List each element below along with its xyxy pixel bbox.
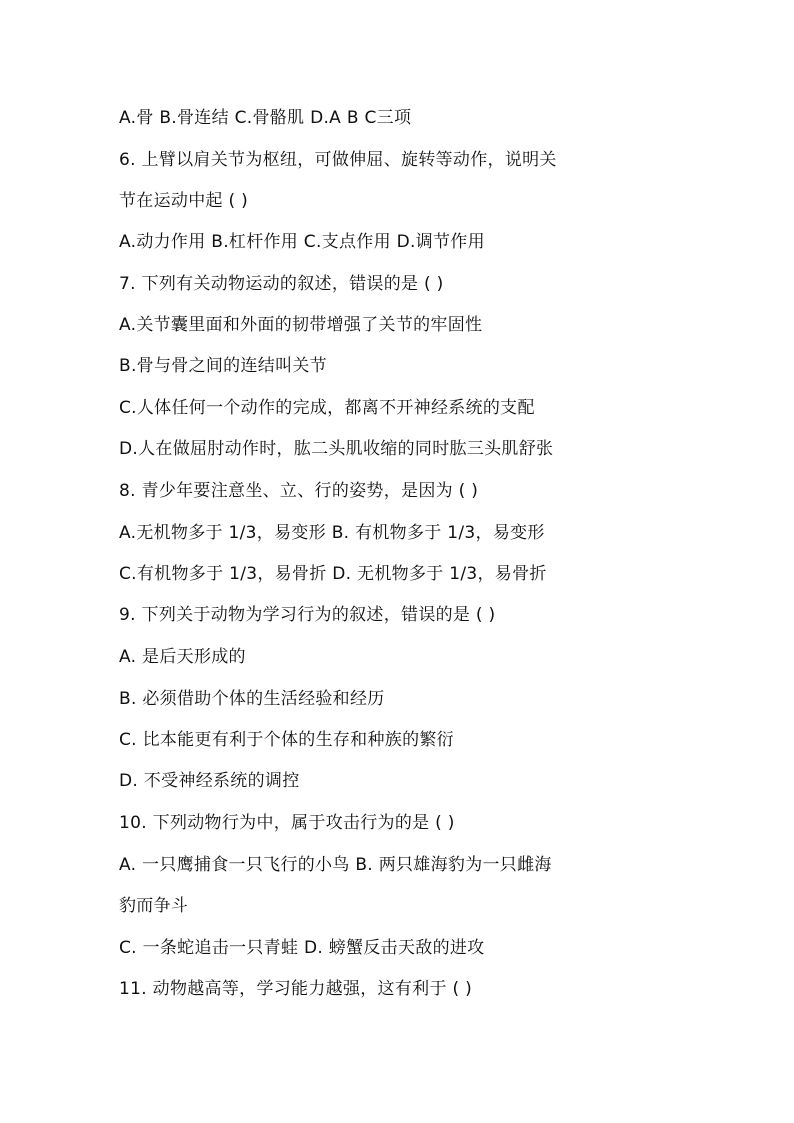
question-7-stem: 7. 下列有关动物运动的叙述，错误的是 ( ) bbox=[119, 274, 444, 294]
question-10-stem: 10. 下列动物行为中，属于攻击行为的是 ( ) bbox=[119, 813, 455, 833]
question-9-option-a: A. 是后天形成的 bbox=[119, 647, 246, 667]
answer-options-q5: A.骨 B.骨连结 C.骨骼肌 D.A B C三项 bbox=[119, 108, 412, 128]
question-9-option-b: B. 必须借助个体的生活经验和经历 bbox=[119, 689, 385, 709]
question-9-option-c: C. 比本能更有利于个体的生存和种族的繁衍 bbox=[119, 730, 454, 750]
answer-options-q6: A.动力作用 B.杠杆作用 C.支点作用 D.调节作用 bbox=[119, 232, 485, 252]
question-10-options-ab: A. 一只鹰捕食一只飞行的小鸟 B. 两只雄海豹为一只雌海 bbox=[119, 855, 552, 875]
question-9-stem: 9. 下列关于动物为学习行为的叙述，错误的是 ( ) bbox=[119, 605, 496, 625]
question-6-stem-continued: 节在运动中起 ( ) bbox=[119, 191, 249, 211]
question-10-options-ab-continued: 豹而争斗 bbox=[119, 896, 189, 916]
question-8-stem: 8. 青少年要注意坐、立、行的姿势，是因为 ( ) bbox=[119, 481, 479, 501]
question-7-option-d: D.人在做屈肘动作时，肱二头肌收缩的同时肱三头肌舒张 bbox=[119, 439, 554, 459]
question-8-options-ab: A.无机物多于 1/3，易变形 B. 有机物多于 1/3，易变形 bbox=[119, 523, 545, 543]
question-9-option-d: D. 不受神经系统的调控 bbox=[119, 771, 300, 791]
question-10-options-cd: C. 一条蛇追击一只青蛙 D. 螃蟹反击天敌的进攻 bbox=[119, 938, 485, 958]
question-7-option-c: C.人体任何一个动作的完成，都离不开神经系统的支配 bbox=[119, 398, 535, 418]
question-8-options-cd: C.有机物多于 1/3，易骨折 D. 无机物多于 1/3，易骨折 bbox=[119, 564, 547, 584]
question-7-option-a: A.关节囊里面和外面的韧带增强了关节的牢固性 bbox=[119, 315, 483, 335]
question-7-option-b: B.骨与骨之间的连结叫关节 bbox=[119, 356, 327, 376]
question-6-stem: 6. 上臂以肩关节为枢纽，可做伸屈、旋转等动作，说明关 bbox=[119, 150, 557, 170]
question-11-stem: 11. 动物越高等，学习能力越强，这有利于 ( ) bbox=[119, 979, 473, 999]
